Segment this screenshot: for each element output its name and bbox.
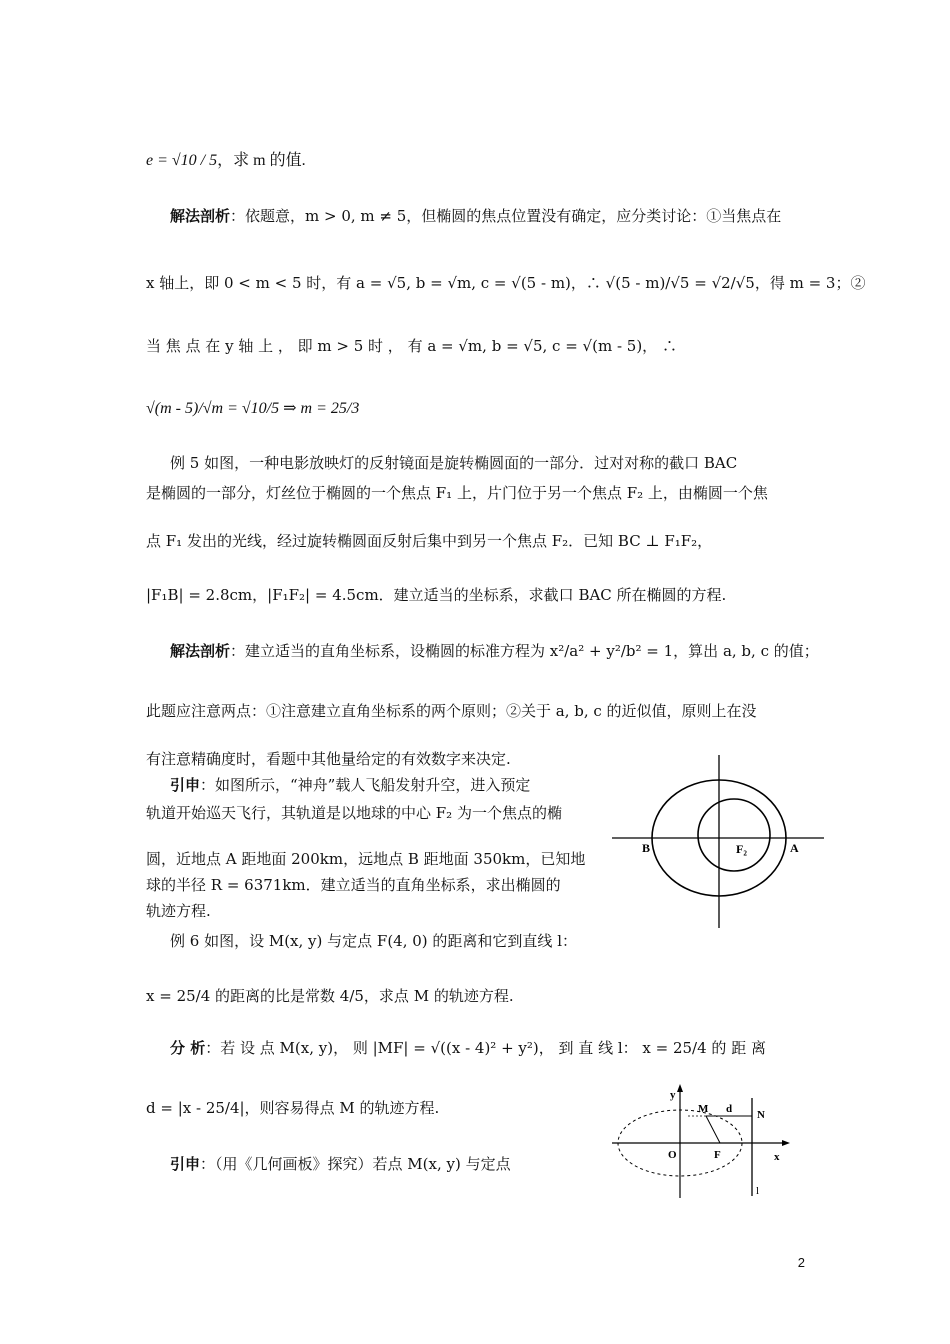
label-l: l [756, 1185, 760, 1197]
example5-line-3 [146, 530, 804, 552]
example5-text-2: 是椭圆的一部分，灯丝位于椭圆的一个焦点 F₁ 上，片门位于另一个焦点 F₂ 上，由椭圆一个焦 [146, 484, 768, 502]
solution5-text-1: ：建立适当的直角坐标系，设椭圆的标准方程为 x²/a² + y²/b² = 1，算出 a, b, c 的值； [230, 642, 819, 660]
formula-result: √(m - 5)/√m = √10/5 ⇒ m = 25/3 [146, 400, 360, 417]
extension-text-3: 圆，近地点 A 距地面 200km，远地点 B 距地面 350km，已知地 [146, 850, 586, 868]
extension-line-4 [146, 874, 610, 896]
extension-line-1 [170, 774, 610, 796]
example5-text-4: |F₁B| = 2.8cm，|F₁F₂| = 4.5cm．建立适当的坐标系，求截口 BAC 所在椭圆的方程. [146, 586, 727, 604]
solution-line-1 [170, 205, 804, 227]
solution5-label: 解法剖析 [170, 642, 231, 660]
solution-line-2 [146, 272, 866, 294]
label-N: N [757, 1109, 765, 1121]
solution5-text-2: 此题应注意两点：①注意建立直角坐标系的两个原则；②关于 a, b, c 的近似值，原则上在没 [146, 702, 757, 720]
label-F: F [714, 1149, 721, 1161]
solution-text-3: 当 焦 点 在 y 轴 上 ， 即 m > 5 时 ， 有 a = √m, b = √5, c = √(m - 5)， ∴ [146, 337, 677, 355]
solution5-line-2 [146, 700, 804, 722]
extension2-label: 引申 [170, 1155, 201, 1173]
extension-line-3 [146, 848, 610, 870]
label-A: A [790, 841, 799, 855]
page-number: 2 [797, 1255, 805, 1270]
example5-line-2 [146, 482, 804, 504]
solution5-line-1 [170, 640, 819, 662]
label-x: x [774, 1151, 780, 1163]
extension-label: 引申 [170, 776, 201, 794]
label-F2: F₂ [736, 842, 747, 856]
line-e-value [146, 150, 804, 172]
label-O: O [668, 1149, 677, 1161]
x-arrow-icon [782, 1140, 790, 1146]
example6-line-2 [146, 985, 804, 1007]
example6-text-2: x = 25/4 的距离的比是常数 4/5，求点 M 的轨迹方程. [146, 987, 514, 1005]
directrix-figure [604, 1078, 804, 1208]
example5-line-1 [170, 452, 804, 474]
extension-text-5: 轨迹方程. [146, 902, 211, 920]
example5-text-3: 点 F₁ 发出的光线，经过旋转椭圆面反射后集中到另一个焦点 F₂．已知 BC ⊥ F₁F₂， [146, 532, 713, 550]
orbit-figure [612, 755, 826, 930]
analysis-line-2 [146, 1097, 590, 1119]
solution-text-2: x 轴上，即 0 < m < 5 时，有 a = √5, b = √m, c = √(5 - m)，∴ √(5 - m)/√5 = √2/√5，得 m = 3；② [146, 274, 866, 292]
label-y: y [670, 1089, 676, 1101]
label-B: B [642, 841, 651, 855]
y-arrow-icon [677, 1084, 683, 1092]
extension-text-1: ：如图所示，“神舟”载人飞船发射升空，进入预定 [200, 776, 531, 794]
analysis-label: 分 析 [170, 1039, 206, 1057]
mf-segment [706, 1116, 720, 1143]
example6-line-1 [170, 930, 804, 952]
analysis-text-2: d = |x - 25/4|，则容易得点 M 的轨迹方程. [146, 1099, 440, 1117]
extension-text-2: 轨道开始巡天飞行，其轨道是以地球的中心 F₂ 为一个焦点的椭 [146, 804, 562, 822]
solution-line-4 [146, 398, 804, 420]
formula-e: e = √10 / 5 [146, 152, 218, 169]
extension-line-5 [146, 900, 610, 922]
solution-label: 解法剖析 [170, 207, 231, 225]
solution-line-3 [146, 335, 804, 357]
extension-text-4: 球的半径 R = 6371km．建立适当的直角坐标系，求出椭圆的 [146, 876, 561, 894]
example5-text-1: 例 5 如图，一种电影放映灯的反射镜面是旋转椭圆面的一部分．过对对称的截口 BAC [170, 454, 738, 472]
solution-text: ：依题意，m > 0, m ≠ 5，但椭圆的焦点位置没有确定，应分类讨论：①当焦点在 [230, 207, 782, 225]
analysis-text-1: ：若 设 点 M(x, y)， 则 |MF| = √((x - 4)² + y²)， 到 直 线 l： x = 25/4 的 距 离 [205, 1039, 766, 1057]
example6-text-1: 例 6 如图，设 M(x, y) 与定点 F(4, 0) 的距离和它到直线 l： [170, 932, 577, 950]
line-text: ，求 m 的值. [217, 152, 306, 169]
label-d: d [726, 1103, 733, 1115]
analysis-line-1 [170, 1037, 804, 1059]
earth-circle [698, 799, 770, 871]
extension2-text-1: ：（用《几何画板》探究）若点 M(x, y) 与定点 [200, 1155, 511, 1173]
example5-line-4 [146, 584, 804, 606]
extension2-line-1 [170, 1153, 590, 1175]
label-M: M [698, 1103, 709, 1115]
solution5-text-3: 有注意精确度时，看题中其他量给定的有效数字来决定. [146, 750, 511, 768]
extension-line-2 [146, 802, 610, 824]
